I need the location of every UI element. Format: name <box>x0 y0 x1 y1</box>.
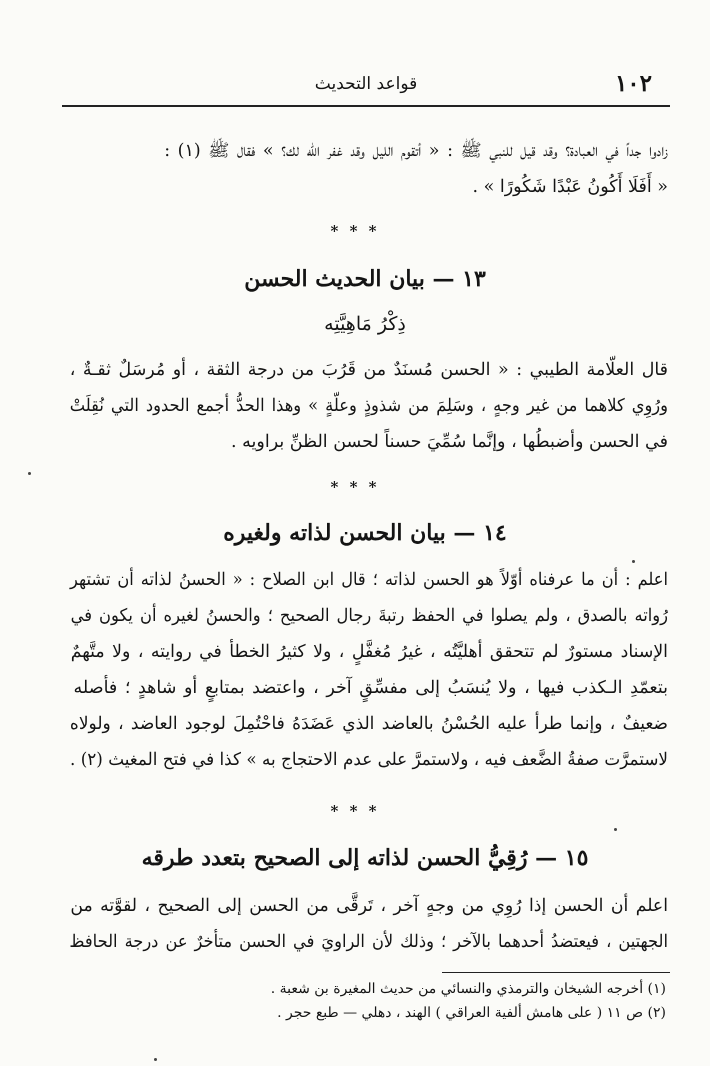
scan-speck <box>154 1058 157 1061</box>
text-line: في الحسن وأضبطُها ، وإنَّما سُمِّيَ حسناً لحسن الظنِّ براويه . <box>231 432 668 452</box>
scan-speck <box>614 828 617 831</box>
section-separator: * * * <box>330 478 380 496</box>
section-14-heading: ١٤ — بيان الحسن لذاته ولغيره <box>223 520 507 546</box>
text-line: رُواته بالصدق ، ولم يصلوا في الحفظ رتبةَ رجال الصحيح ؛ والحسنُ لغيره أن يكون في <box>70 606 668 626</box>
text-line: الجهتين ، فيعتضدُ أحدهما بالآخر ؛ وذلك لأن الراويَ في الحسن متأخرٌ عن درجة الحافظ <box>69 932 668 952</box>
text-line: اعلم أن الحسن إذا رُوِي من وجهٍ آخر ، تَرقَّى من الحسن إلى الصحيح ، لقوَّته من <box>70 896 669 916</box>
page-header <box>62 68 670 100</box>
footnote-2: (٢) ص ١١ ( على هامش ألفية العراقي ) الهند ، دهلي — طبع حجر . <box>277 1005 666 1021</box>
section-separator: * * * <box>330 222 380 240</box>
scan-speck <box>632 560 635 563</box>
text-line: قال العلّامة الطيبي : « الحسن مُسنَدٌ من قَرُبَ من درجة الثقة ، أو مُرسَلٌ ثقـةٌ ، <box>69 360 668 380</box>
footnote-1: (١) أخرجه الشيخان والترمذي والنسائي من حديث المغيرة بن شعبة . <box>270 981 666 997</box>
section-15-heading: ١٥ — رُقِيُّ الحسن لذاته إلى الصحيح بتعدد طرقه <box>141 845 589 871</box>
text-line: ضعيفٌ ، وإنما طرأ عليه الحُسْنُ بالعاضد الذي عَضَدَهُ فاحْتُمِلَ لوجود العاضد ، ولولاه <box>69 714 668 734</box>
footnote-rule <box>442 972 670 973</box>
section-13-subheading: ذِكْرُ مَاهِيَّتِه <box>324 313 406 335</box>
section-13-heading: ١٣ — بيان الحديث الحسن <box>244 266 486 292</box>
scan-speck <box>28 472 31 475</box>
text-line: الإسناد مستورٌ لم تتحقق أهليَّتُه ، غيرُ مُغفَّلٍ ، ولا كثيرُ الخطأ في روايته ، ولا متَّهمٌ <box>70 642 669 662</box>
section-separator: * * * <box>330 802 380 820</box>
running-title: قواعد التحديث <box>314 74 418 94</box>
section-13-paragraph <box>70 352 668 460</box>
footnotes <box>70 977 666 1025</box>
section-15-paragraph <box>70 888 668 960</box>
intro-paragraph <box>70 133 668 205</box>
text-line: بتعمّدِ الـكذب فيها ، ولا يُنسَبُ إلى مفسِّقٍ آخر ، واعتضد بمتابعٍ أو شاهدٍ ؛ فأصله <box>73 678 668 698</box>
text-line: « أَفَلَا أَكُونُ عَبْدًا شَكُورًا » . <box>472 177 668 197</box>
page-number: ١٠٢ <box>614 70 652 97</box>
text-line: زادوا جداً في العبادة؟ وقد قيل للنبي ﷺ : « أتقوم الليل وقد غفر الله لك؟ » فقال ﷺ (١) : <box>164 141 668 161</box>
text-line: اعلم : أن ما عرفناه أوّلاً هو الحسن لذاته ؛ قال ابن الصلاح : « الحسنُ لذاته أن تشتهر <box>70 570 669 590</box>
text-line: ورُوِي كلاهما من غير وجهٍ ، وسَلِمَ من شذوذٍ وعلّةٍ » وهذا الحدُّ أجمع الحدود التي نُقِلَتْ <box>69 396 668 416</box>
section-14-paragraph <box>70 562 668 778</box>
header-rule <box>62 105 670 107</box>
text-line: لاستمرَّت صفةُ الضَّعف فيه ، ولاستمرَّ على عدم الاحتجاج به » كذا في فتح المغيث (٢) . <box>70 750 669 770</box>
